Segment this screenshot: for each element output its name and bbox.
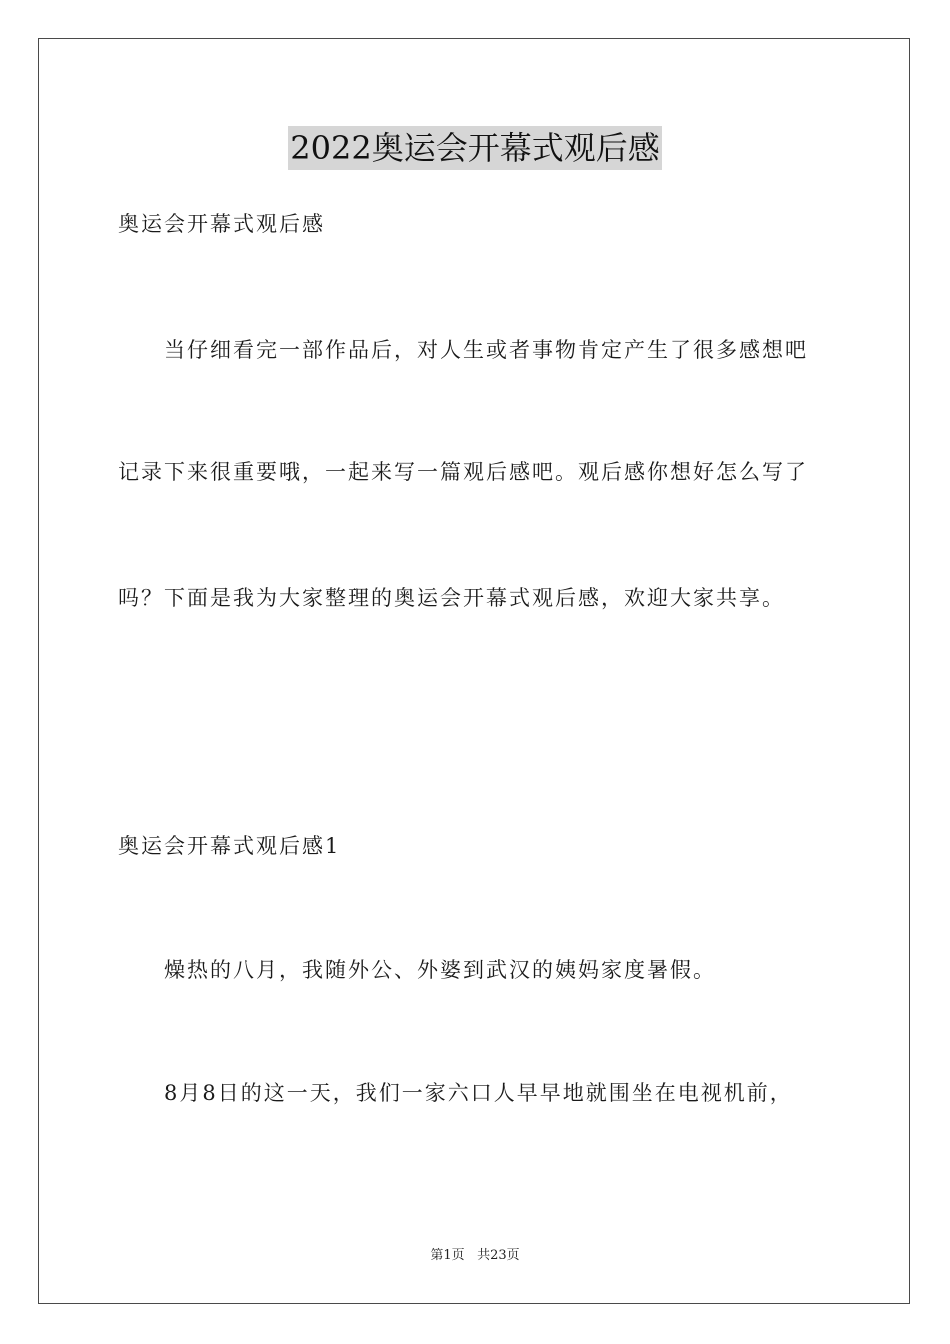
paragraph-line: 吗？下面是我为大家整理的奥运会开幕式观后感，欢迎大家共享。 — [118, 586, 785, 610]
paragraph-line: 当仔细看完一部作品后，对人生或者事物肯定产生了很多感想吧 — [164, 338, 808, 362]
paragraph-line: 8月8日的这一天，我们一家六口人早早地就围坐在电视机前， — [164, 1081, 793, 1105]
paragraph-line: 记录下来很重要哦，一起来写一篇观后感吧。观后感你想好怎么写了 — [118, 460, 808, 484]
page-footer — [0, 1246, 950, 1266]
document-subtitle: 奥运会开幕式观后感 — [118, 212, 325, 236]
document-title: 2022奥运会开幕式观后感 — [288, 126, 661, 170]
title-container — [0, 126, 950, 170]
paragraph-line: 燥热的八月，我随外公、外婆到武汉的姨妈家度暑假。 — [164, 958, 716, 982]
page-number: 第1页 — [430, 1248, 465, 1263]
page-total: 共23页 — [477, 1248, 520, 1263]
section-heading: 奥运会开幕式观后感1 — [118, 834, 341, 858]
